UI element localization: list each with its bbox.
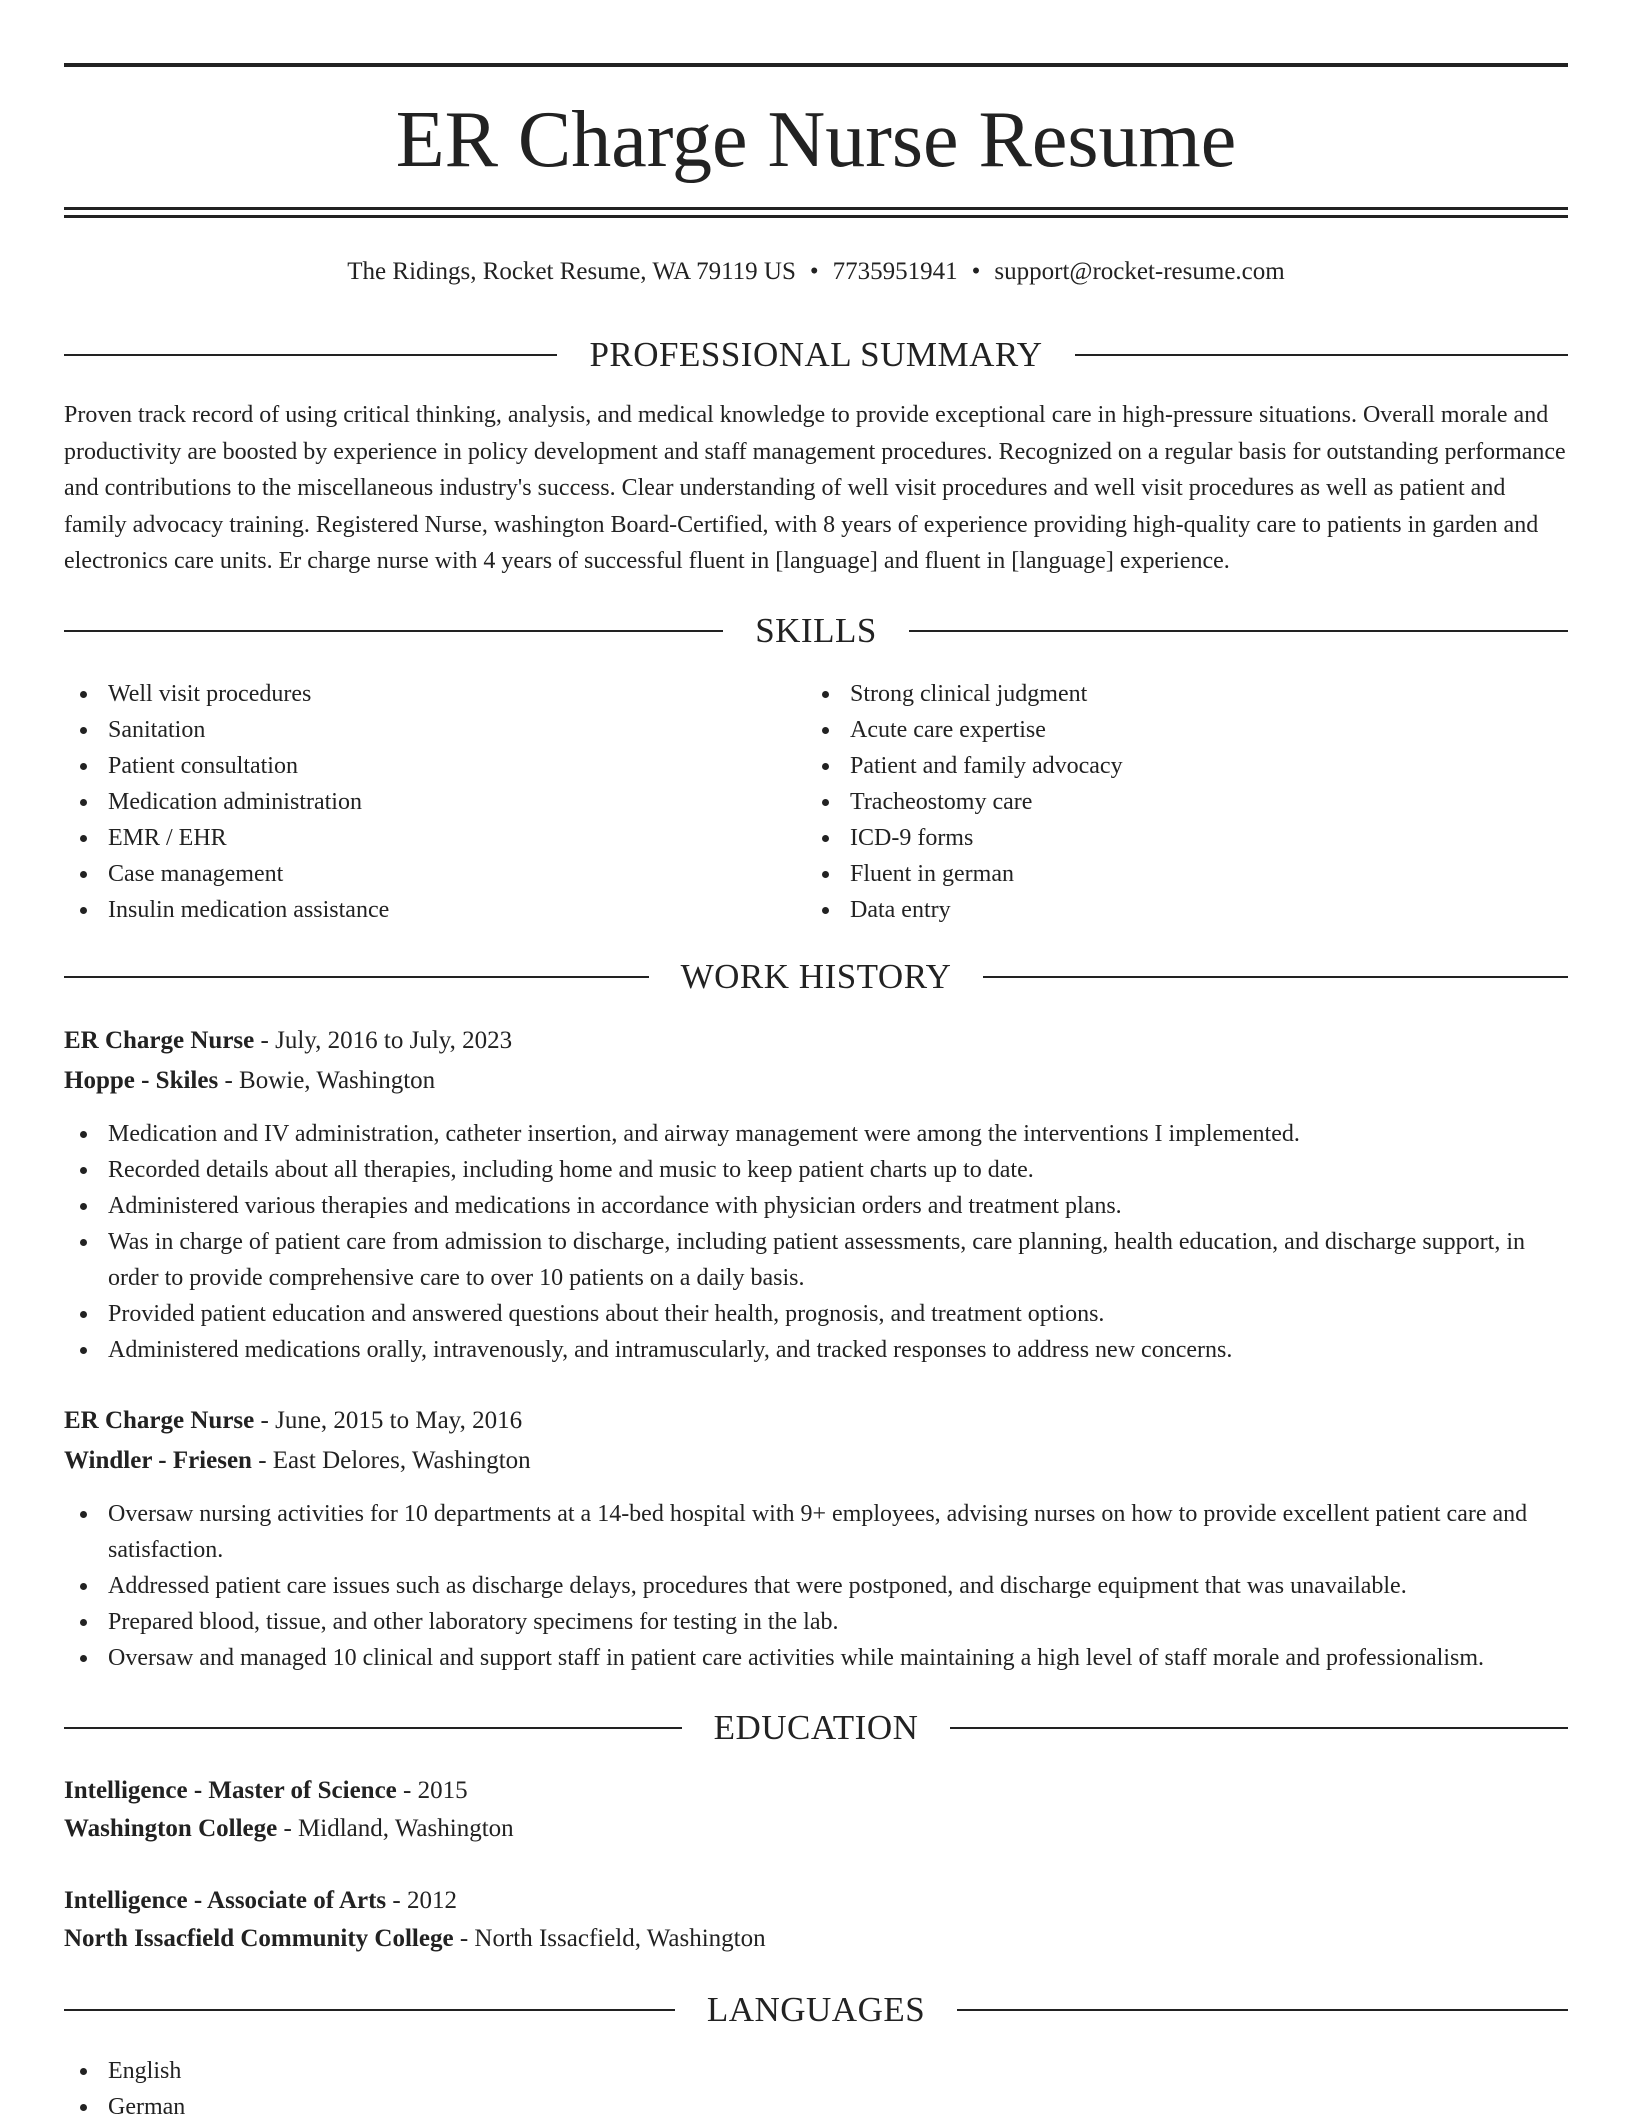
job-company-line (64, 1442, 1568, 1480)
edu-degree-line (64, 1882, 1568, 1920)
top-rule (64, 63, 1568, 67)
title-rule-lower (64, 215, 1568, 218)
heading-rule-left (64, 976, 649, 978)
skills-list-left (64, 676, 804, 928)
edu-degree: Intelligence - Master of Science (64, 1777, 397, 1804)
contact-separator: • (971, 258, 981, 285)
skill-item: Case management (64, 856, 804, 892)
contact-email: support@rocket-resume.com (994, 258, 1285, 285)
skills-list-right (806, 676, 1566, 928)
heading-rule-left (64, 2009, 675, 2011)
job-title: ER Charge Nurse (64, 1407, 255, 1434)
job-title-line (64, 1022, 1568, 1060)
contact-line (64, 254, 1568, 290)
heading-rule-right (957, 2009, 1568, 2011)
heading-rule-right (1075, 354, 1568, 356)
skill-item: Tracheostomy care (806, 784, 1566, 820)
job-bullet: Medication and IV administration, catheter insertion, and airway management were among the interventions I implemented. (64, 1116, 1568, 1152)
languages-heading-label: LANGUAGES (706, 1990, 926, 2029)
edu-school: North Issacfield Community College (64, 1925, 454, 1952)
job-bullet: Was in charge of patient care from admission to discharge, including patient assessments, care planning, health education, and discharge support, in order to provide comprehensive care to over 10 patients on a daily basis. (64, 1224, 1568, 1296)
skill-item: Sanitation (64, 712, 804, 748)
education-heading-label: EDUCATION (713, 1708, 919, 1747)
skill-item: EMR / EHR (64, 820, 804, 856)
skill-item: Acute care expertise (806, 712, 1566, 748)
skill-item: Strong clinical judgment (806, 676, 1566, 712)
job-dates: - June, 2015 to May, 2016 (254, 1407, 523, 1434)
heading-rule-left (64, 1727, 682, 1729)
summary-heading-label: PROFESSIONAL SUMMARY (589, 335, 1043, 374)
title-rule-upper (64, 207, 1568, 210)
job-bullet: Prepared blood, tissue, and other laboratory specimens for testing in the lab. (64, 1604, 1568, 1640)
skill-item: Well visit procedures (64, 676, 804, 712)
heading-rule-right (950, 1727, 1568, 1729)
edu-location: - North Issacfield, Washington (453, 1925, 766, 1952)
skills-heading-label: SKILLS (755, 611, 877, 650)
job-bullet: Oversaw nursing activities for 10 departments at a 14-bed hospital with 9+ employees, advising nurses on how to provide excellent patient care and satisfaction. (64, 1496, 1568, 1568)
languages-heading (64, 1988, 1568, 2032)
education-heading (64, 1706, 1568, 1750)
job-title-line (64, 1402, 1568, 1440)
job-company: Hoppe - Skiles (64, 1067, 219, 1094)
summary-text: Proven track record of using critical thinking, analysis, and medical knowledge to provide exceptional care in high-pressure situations. Overall morale and productivity are boosted by experience in policy development and staff management procedures. Recognized on a regular basis for outstanding performance and contributions to the miscellaneous industry's success. Clear understanding of well visit procedures and well visit procedures as well as patient and family advocacy training. Registered Nurse, washington Board-Certified, with 8 years of experience providing high-quality care to patients in garden and electronics care units. Er charge nurse with 4 years of successful fluent in [language] and fluent in [language] experience. (64, 402, 1566, 574)
job-dates: - July, 2016 to July, 2023 (254, 1027, 513, 1054)
job-bullet: Provided patient education and answered questions about their health, prognosis, and treatment options. (64, 1296, 1568, 1332)
job-location: - East Delores, Washington (251, 1447, 531, 1474)
skill-item: Insulin medication assistance (64, 892, 804, 928)
summary-heading (64, 333, 1568, 377)
job-bullet: Addressed patient care issues such as discharge delays, procedures that were postponed, and discharge equipment that was unavailable. (64, 1568, 1568, 1604)
job-title: ER Charge Nurse (64, 1027, 255, 1054)
edu-location: - Midland, Washington (277, 1815, 514, 1842)
contact-address: The Ridings, Rocket Resume, WA 79119 US (347, 258, 796, 285)
skill-item: Patient and family advocacy (806, 748, 1566, 784)
job-company: Windler - Friesen (64, 1447, 252, 1474)
edu-year: - 2012 (386, 1887, 457, 1914)
job-location: - Bowie, Washington (218, 1067, 436, 1094)
heading-rule-left (64, 630, 723, 632)
job-bullet: Recorded details about all therapies, including home and music to keep patient charts up to date. (64, 1152, 1568, 1188)
job-bullet: Administered medications orally, intravenously, and intramuscularly, and tracked responses to address new concerns. (64, 1332, 1568, 1368)
language-item: German (64, 2089, 1568, 2125)
job-bullets (64, 1116, 1568, 1368)
job-bullet: Administered various therapies and medications in accordance with physician orders and treatment plans. (64, 1188, 1568, 1224)
skill-item: ICD-9 forms (806, 820, 1566, 856)
skill-item: Fluent in german (806, 856, 1566, 892)
edu-year: - 2015 (396, 1777, 468, 1804)
resume-title: ER Charge Nurse Resume (395, 96, 1237, 184)
work-heading-label: WORK HISTORY (680, 957, 952, 996)
contact-separator: • (809, 258, 819, 285)
language-item: English (64, 2053, 1568, 2089)
heading-rule-right (983, 976, 1568, 978)
skills-heading (64, 609, 1568, 653)
job-bullet: Oversaw and managed 10 clinical and support staff in patient care activities while maintaining a high level of staff morale and professionalism. (64, 1640, 1568, 1676)
edu-school-line (64, 1810, 1568, 1848)
edu-degree: Intelligence - Associate of Arts (64, 1887, 387, 1914)
languages-list (64, 2053, 1568, 2125)
contact-phone: 7735951941 (832, 258, 958, 285)
work-heading (64, 955, 1568, 999)
edu-school-line (64, 1920, 1568, 1958)
edu-degree-line (64, 1772, 1568, 1810)
job-company-line (64, 1062, 1568, 1100)
skill-item: Patient consultation (64, 748, 804, 784)
skill-item: Data entry (806, 892, 1566, 928)
heading-rule-left (64, 354, 557, 356)
edu-school: Washington College (64, 1815, 278, 1842)
heading-rule-right (909, 630, 1568, 632)
job-bullets (64, 1496, 1568, 1676)
skill-item: Medication administration (64, 784, 804, 820)
